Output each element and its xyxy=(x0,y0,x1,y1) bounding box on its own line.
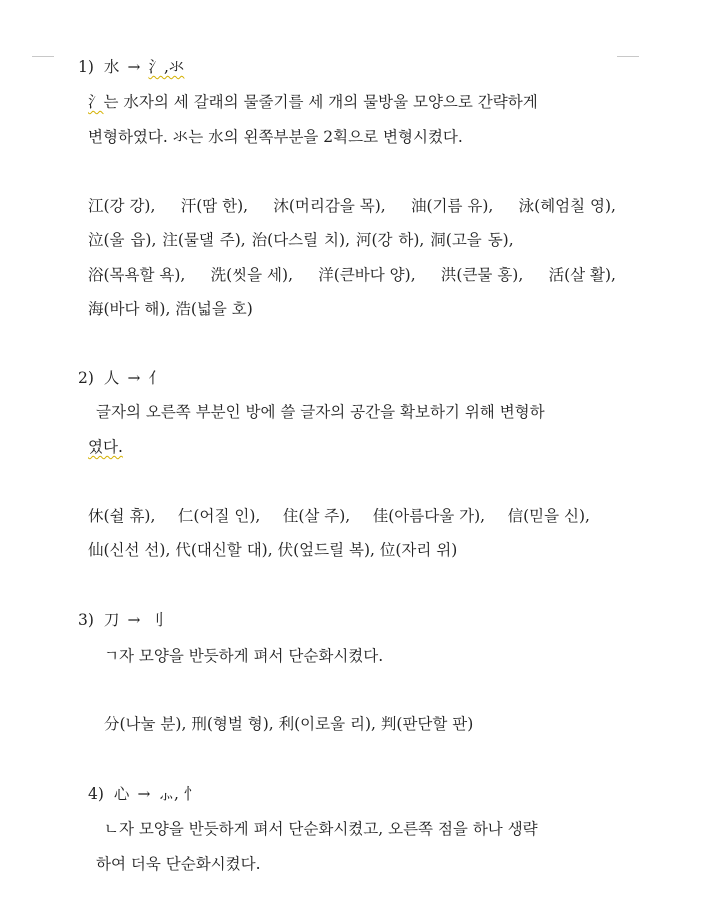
page-corner-mark-right xyxy=(617,56,639,57)
section-3-from-char: 刀 xyxy=(103,611,120,629)
example-item: 伏(엎드릴 복), xyxy=(277,541,375,559)
arrow-right-icon: → xyxy=(127,369,141,387)
example-item: 浴(목욕할 욕), xyxy=(88,266,186,284)
example-item: 仁(어질 인), xyxy=(177,507,261,525)
arrow-right-icon: → xyxy=(137,785,151,803)
example-item: 浩(넓을 호) xyxy=(175,300,253,318)
example-item: 休(쉴 휴), xyxy=(88,507,156,525)
section-4-explanation-line-1: ㄴ자 모양을 반듯하게 펴서 단순화시켰고, 오른쪽 점을 하나 생략 xyxy=(104,820,538,838)
section-3-heading xyxy=(78,609,164,631)
example-item: 活(살 활), xyxy=(548,266,616,284)
section-2-number: 2) xyxy=(78,369,94,387)
example-item: 刑(형벌 형), xyxy=(191,715,274,733)
section-2-examples-row-2 xyxy=(88,539,457,561)
example-item: 治(다스릴 치), xyxy=(251,231,350,249)
section-1-examples-row-3 xyxy=(88,264,616,286)
example-item: 油(기름 유), xyxy=(410,197,494,215)
example-item: 判(판단할 판) xyxy=(380,715,474,733)
example-item: 洋(큰바다 양), xyxy=(318,266,416,284)
example-item: 河(강 하), xyxy=(355,231,425,249)
example-item: 泳(헤엄칠 영), xyxy=(518,197,616,215)
example-item: 仙(신선 선), xyxy=(88,541,171,559)
section-1-mark: 氵 xyxy=(88,93,104,111)
example-item: 汗(땀 한), xyxy=(180,197,249,215)
section-1-from-char: 水 xyxy=(103,58,120,76)
section-1-number: 1) xyxy=(78,58,94,76)
example-item: 信(믿을 신), xyxy=(507,507,590,525)
example-item: 沐(머리감을 목), xyxy=(273,197,386,215)
section-4-heading xyxy=(88,783,199,805)
section-3-explanation-line-1: ㄱ자 모양을 반듯하게 펴서 단순화시켰다. xyxy=(104,647,384,665)
section-4-to-char: ⺗, 忄 xyxy=(158,785,200,803)
example-item: 代(대신할 대), xyxy=(175,541,273,559)
example-item: 泣(울 읍), xyxy=(88,231,157,249)
section-3-examples-row-1 xyxy=(104,713,473,735)
section-1-to-char: 氵,氺 xyxy=(148,58,185,76)
section-1-explanation-line-1: 氵는 水자의 세 갈래의 물줄기를 세 개의 물방울 모양으로 간략하게 xyxy=(88,93,538,111)
example-item: 住(살 주), xyxy=(282,507,351,525)
example-item: 海(바다 해), xyxy=(88,300,171,318)
arrow-right-icon: → xyxy=(127,611,141,629)
section-1-explanation-line-2: 변형하였다. 氺는 水의 왼쪽부분을 2획으로 변형시켰다. xyxy=(88,128,463,146)
arrow-right-icon: → xyxy=(127,58,141,76)
example-item: 利(이로울 리), xyxy=(278,715,376,733)
example-item: 洞(고을 동), xyxy=(430,231,514,249)
section-2-to-char: 亻 xyxy=(148,369,164,387)
section-4-number: 4) xyxy=(88,785,104,803)
section-2-heading xyxy=(78,367,164,389)
example-item: 位(자리 위) xyxy=(379,541,458,559)
example-item: 分(나눌 분), xyxy=(104,715,187,733)
example-item: 注(물댈 주), xyxy=(162,231,246,249)
section-3-to-char: 刂 xyxy=(148,611,164,629)
section-4-explanation-line-2: 하여 더욱 단순화시켰다. xyxy=(96,855,261,873)
section-4-from-char: 心 xyxy=(113,785,130,803)
example-item: 佳(아름다울 가), xyxy=(372,507,486,525)
section-1-heading xyxy=(78,56,184,78)
page-corner-mark-left xyxy=(32,56,54,57)
section-1-examples-row-2 xyxy=(88,229,514,251)
section-2-from-char: 人 xyxy=(103,369,120,387)
section-3-number: 3) xyxy=(78,611,94,629)
section-2-explanation-line-1: 글자의 오른쪽 부분인 방에 쓸 글자의 공간을 확보하기 위해 변형하 xyxy=(96,403,545,421)
section-1-examples-row-4 xyxy=(88,298,253,320)
section-1-examples-row-1 xyxy=(88,195,616,217)
section-2-examples-row-1 xyxy=(88,505,590,527)
example-item: 洗(씻을 세), xyxy=(210,266,293,284)
section-2-explanation-line-2: 였다. xyxy=(88,438,123,456)
example-item: 江(강 강), xyxy=(88,197,156,215)
example-item: 洪(큰물 홍), xyxy=(440,266,524,284)
